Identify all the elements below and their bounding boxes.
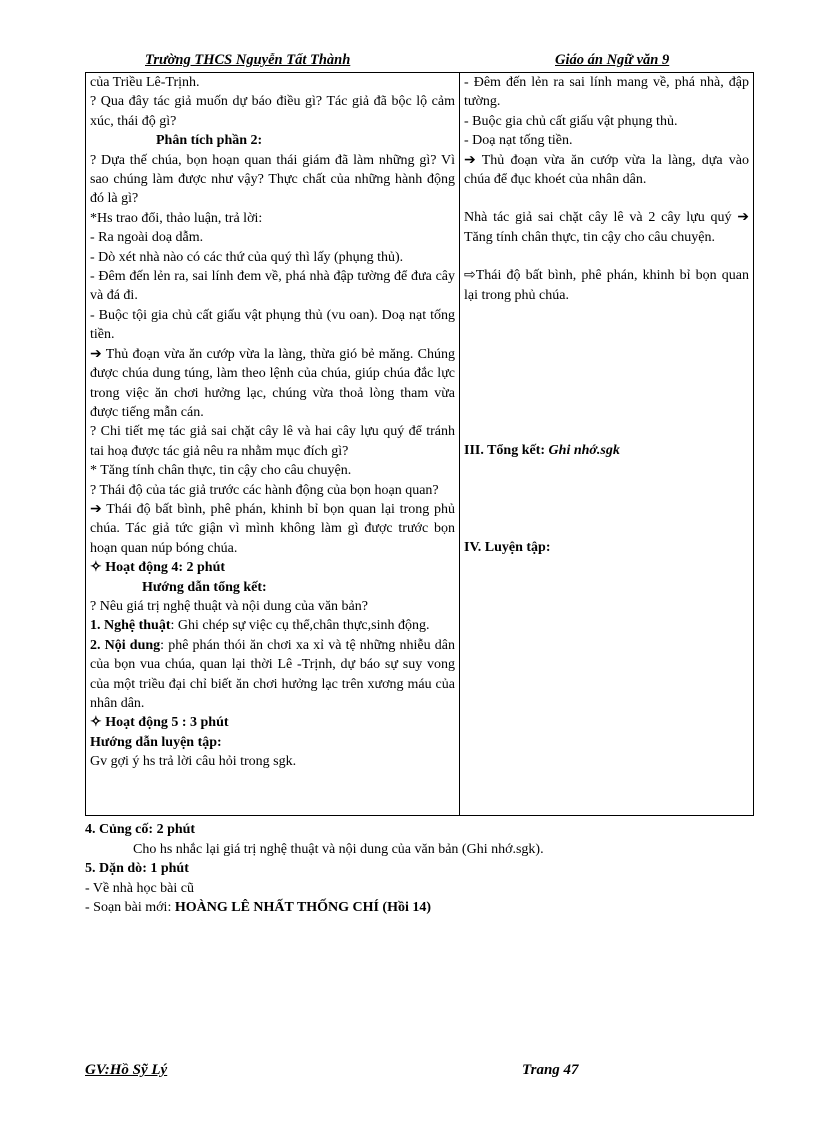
conclusion: [90, 345, 455, 423]
arrow-icon: ➔: [737, 210, 749, 226]
closing-section: [85, 820, 752, 918]
summary-heading: [464, 441, 749, 460]
text-line: * Tăng tính chân thực, tin cậy cho câu chuyện.: [90, 463, 352, 479]
lesson-table: [85, 72, 754, 816]
homework-prefix: - Soạn bài mới:: [85, 900, 175, 915]
content-label: 2. Nội dung: [90, 637, 161, 653]
art-value: [90, 616, 455, 635]
arrow-icon: ➔: [90, 346, 106, 362]
conclusion-text: Thủ đoạn vừa ăn cướp vừa la làng, thừa gió bẻ măng. Chúng được chúa dung túng, làm theo lệnh của chúa, giúp chúa đắc lực trong việc ăn chơi hưởng lạc, chúng vừa thoả lòng tham vừa được tiếng mẫn cán.: [90, 346, 455, 420]
text-line: *Hs trao đổi, thảo luận, trả lời:: [90, 210, 263, 226]
page-number: Trang 47: [522, 1062, 579, 1078]
art-text: : Ghi chép sự việc cụ thể,chân thực,sinh động.: [170, 618, 430, 634]
activity-heading: [90, 713, 455, 732]
art-label: 1. Nghệ thuật: [90, 618, 171, 634]
content-value: [90, 636, 455, 714]
homework-item: [85, 898, 752, 918]
practice-heading: IV. Luyện tập:: [464, 540, 551, 556]
consolidation-label: 4. Củng cố: [85, 822, 149, 837]
text-line: Gv gợi ý hs trả lời câu hỏi trong sgk.: [90, 754, 297, 770]
diamond-icon: ✧: [90, 560, 106, 576]
question: ? Thái độ của tác giả trước các hành động của bọn hoạn quan?: [90, 482, 439, 498]
diamond-icon: ✧: [90, 715, 106, 731]
right-column: [460, 73, 754, 816]
conclusion: [90, 500, 455, 558]
homework-time: : 1 phút: [142, 861, 189, 876]
activity-title: Hoạt động 5 : 3 phút: [105, 715, 229, 731]
section-heading: Phân tích phần 2:: [156, 133, 263, 149]
text-span: Nhà tác giả sai chặt cây lê và 2 cây lựu quý: [464, 210, 732, 226]
homework-item: - Về nhà học bài cũ: [85, 880, 194, 896]
arrow-icon: ➔: [464, 152, 482, 168]
activity-heading: [90, 558, 455, 577]
page-header: [85, 52, 685, 70]
summary-ref: Ghi nhớ.sgk: [548, 443, 620, 459]
question: ? Chi tiết mẹ tác giả sai chặt cây lê và hai cây lựu quý để tránh tai hoạ được tác giả nêu ra nhằm mục đích gì?: [90, 424, 455, 459]
list-item: - Buộc gia chủ cất giấu vật phụng thủ.: [464, 113, 678, 129]
consolidation-time: : 2 phút: [148, 822, 196, 837]
text-span: Tăng tính chân thực, tin cậy cho câu chuyện.: [464, 229, 715, 245]
activity-title: Hoạt động 4: 2 phút: [105, 560, 226, 576]
homework-label: 5. Dặn dò: [85, 861, 143, 876]
conclusion-text: Thái độ bất bình, phê phán, khinh bỉ bọn quan lại trong phủ chúa. Tác giả tức giận vì mình không làm gì được trước bọn hoạn quan núp bóng chúa.: [90, 501, 455, 556]
next-lesson-title: HOÀNG LÊ NHẤT THỐNG CHÍ (Hồi 14): [174, 900, 432, 915]
question: ? Qua đây tác giả muốn dự báo điều gì? Tác giả đã bộc lộ cảm xúc, thái độ gì?: [90, 94, 455, 129]
list-item: - Đêm đến lẻn ra, sai lính đem về, phá nhà đập tường để đưa cây và đá đi.: [90, 269, 455, 304]
conclusion-text: Thái độ bất bình, phê phán, khinh bỉ bọn quan lại trong phủ chúa.: [464, 268, 749, 303]
consolidation-heading: [85, 820, 752, 840]
conclusion: [464, 151, 749, 190]
subject-title: Giáo án Ngữ văn 9: [555, 52, 670, 68]
list-item: - Buộc tội gia chủ cất giấu vật phụng thủ (vu oan). Doạ nạt tống tiền.: [90, 307, 455, 343]
section-heading: Hướng dẫn tổng kết:: [142, 579, 267, 595]
school-name: Trường THCS Nguyễn Tất Thành: [145, 52, 351, 68]
list-item: - Dò xét nhà nào có các thứ của quý thì lấy (phụng thủ).: [90, 249, 404, 265]
teacher-name: GV:Hồ Sỹ Lý: [85, 1062, 168, 1078]
consolidation-text: Cho hs nhắc lại giá trị nghệ thuật và nội dung của văn bản (Ghi nhớ.sgk).: [133, 841, 544, 857]
homework-heading: [85, 859, 752, 879]
section-heading: Hướng dẫn luyện tập:: [90, 734, 222, 750]
list-item: - Đêm đến lẻn ra sai lính mang về, phá nhà, đập tường.: [464, 75, 749, 110]
text-line: của Triều Lê-Trịnh.: [90, 75, 200, 90]
list-item: - Doạ nạt tống tiền.: [464, 133, 573, 149]
left-column: [86, 73, 460, 816]
arrow-icon: ➔: [90, 501, 107, 517]
conclusion-text: Thủ đoạn vừa ăn cướp vừa la làng, dựa vào chúa để đục khoét của nhân dân.: [464, 152, 749, 188]
summary-label: III. Tổng kết:: [464, 443, 546, 459]
list-item: - Ra ngoài doạ dẫm.: [90, 230, 204, 246]
hollow-arrow-icon: ⇨: [464, 268, 476, 284]
text-line: [464, 208, 749, 247]
conclusion: [464, 266, 749, 305]
question: ? Nêu giá trị nghệ thuật và nội dung của văn bản?: [90, 598, 368, 614]
question: ? Dựa thế chúa, bọn hoạn quan thái giám đã làm những gì? Vì sao chúng làm được như vậy? Thực chất của những hành động đó là gì?: [90, 152, 455, 207]
content-text: : phê phán thói ăn chơi xa xỉ và tệ những nhiễu dân của bọn vua chúa, quan lại thời Lê -Trịnh, dự báo sự suy vong của một triều đại chỉ biết ăn chơi hưởng lạc trên xương máu của nhân dân.: [90, 637, 456, 711]
